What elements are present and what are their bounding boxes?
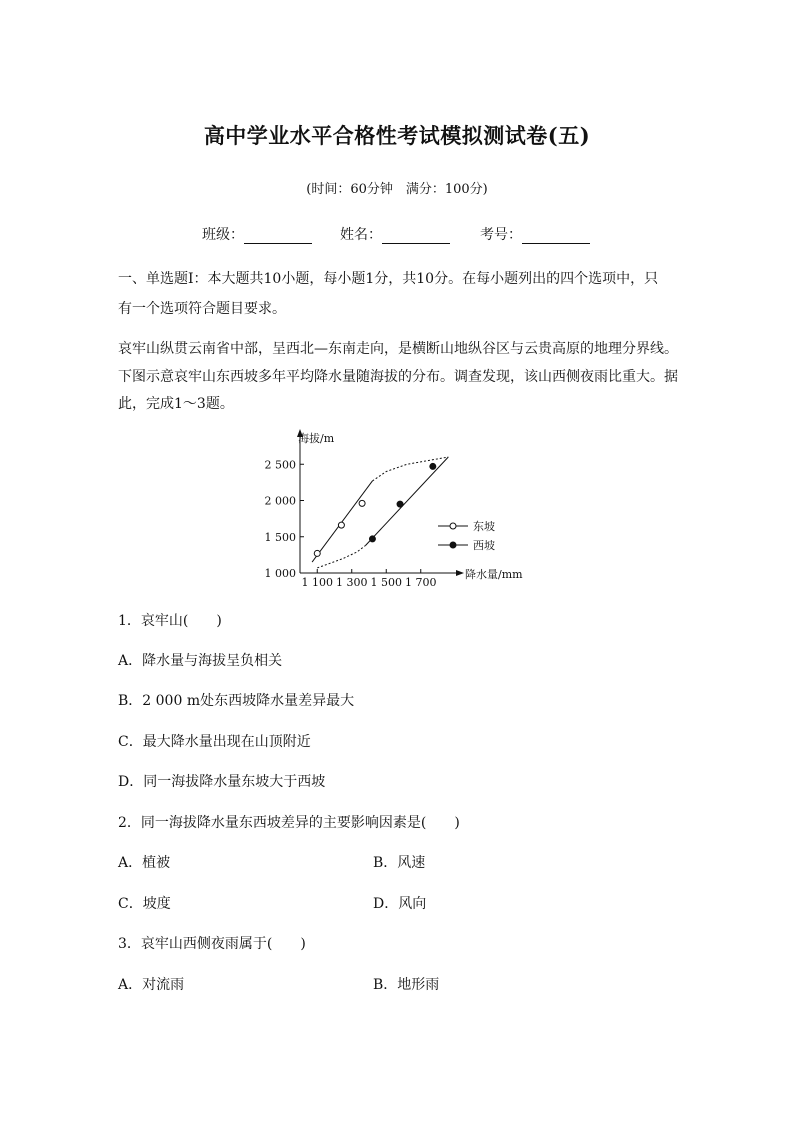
east-slope-point [338, 522, 344, 528]
q3-option-b[interactable]: B．地形雨 [373, 977, 440, 993]
x-axis-label: 降水量/mm [465, 568, 523, 581]
q3-option-a[interactable]: A．对流雨 [118, 977, 185, 993]
q3-stem: 3．哀牢山西侧夜雨属于( ) [118, 936, 306, 952]
q2-option-c[interactable]: C．坡度 [118, 896, 171, 912]
q2-option-b[interactable]: B．风速 [373, 855, 426, 871]
class-label: 班级： [202, 227, 244, 243]
q1-option-d[interactable]: D．同一海拔降水量东坡大于西坡 [118, 774, 326, 790]
y-tick-label: 2 500 [264, 458, 296, 472]
q2-stem: 2．同一海拔降水量东西坡差异的主要影响因素是( ) [118, 815, 460, 831]
west-slope-point [430, 463, 436, 469]
legend-east-label: 东坡 [473, 520, 495, 533]
id-field[interactable] [480, 224, 590, 244]
west-slope-dashed-line [317, 546, 365, 568]
y-tick-label: 1 500 [264, 530, 296, 544]
y-axis-label: 海拔/m [298, 432, 335, 445]
name-label: 姓名： [340, 227, 382, 243]
x-axis-arrow [456, 570, 464, 576]
legend-west-marker [450, 542, 456, 548]
name-blank[interactable] [382, 228, 450, 244]
exam-title: 高中学业水平合格性考试模拟测试卷(五) [203, 123, 591, 148]
id-label: 考号： [480, 227, 522, 243]
section-intro-line2: 有一个选项符合题目要求。 [118, 301, 286, 317]
legend-west-label: 西坡 [473, 539, 495, 552]
name-field[interactable] [340, 224, 450, 244]
q2-option-a[interactable]: A．植被 [118, 855, 171, 871]
east-slope-line [312, 481, 372, 562]
class-blank[interactable] [244, 228, 312, 244]
passage-line2: 下图示意哀牢山东西坡多年平均降水量随海拔的分布。调查发现，该山西侧夜雨比重大。据 [118, 369, 678, 385]
x-tick-label: 1 700 [405, 576, 437, 589]
q2-option-d[interactable]: D．风向 [373, 896, 427, 912]
passage-line3: 此，完成1～3题。 [118, 396, 234, 412]
x-tick-label: 1 100 [301, 576, 333, 589]
q1-option-b[interactable]: B．2 000 m处东西坡降水量差异最大 [118, 693, 355, 709]
exam-subtitle: (时间：60分钟 满分：100分) [306, 182, 488, 197]
y-tick-label: 1 000 [264, 567, 296, 580]
x-tick-label: 1 300 [336, 576, 368, 589]
precipitation-altitude-chart [255, 425, 545, 590]
passage-line1: 哀牢山纵贯云南省中部，呈西北—东南走向，是横断山地纵谷区与云贵高原的地理分界线。 [118, 341, 678, 357]
east-slope-point [314, 550, 320, 556]
class-field[interactable] [202, 224, 312, 244]
section-intro-line1: 一、单选题Ⅰ：本大题共10小题，每小题1分，共10分。在每小题列出的四个选项中，只 [118, 271, 659, 287]
legend-east-marker [450, 523, 456, 529]
west-slope-point [369, 536, 375, 542]
y-tick-label: 2 000 [264, 494, 296, 508]
x-tick-label: 1 500 [370, 576, 402, 589]
q1-option-c[interactable]: C．最大降水量出现在山顶附近 [118, 734, 311, 750]
q1-stem: 1．哀牢山( ) [118, 613, 222, 629]
west-slope-point [397, 501, 403, 507]
west-slope-line [366, 457, 449, 546]
q1-option-a[interactable]: A．降水量与海拔呈负相关 [118, 653, 283, 669]
east-slope-point [359, 500, 365, 506]
id-blank[interactable] [522, 228, 590, 244]
